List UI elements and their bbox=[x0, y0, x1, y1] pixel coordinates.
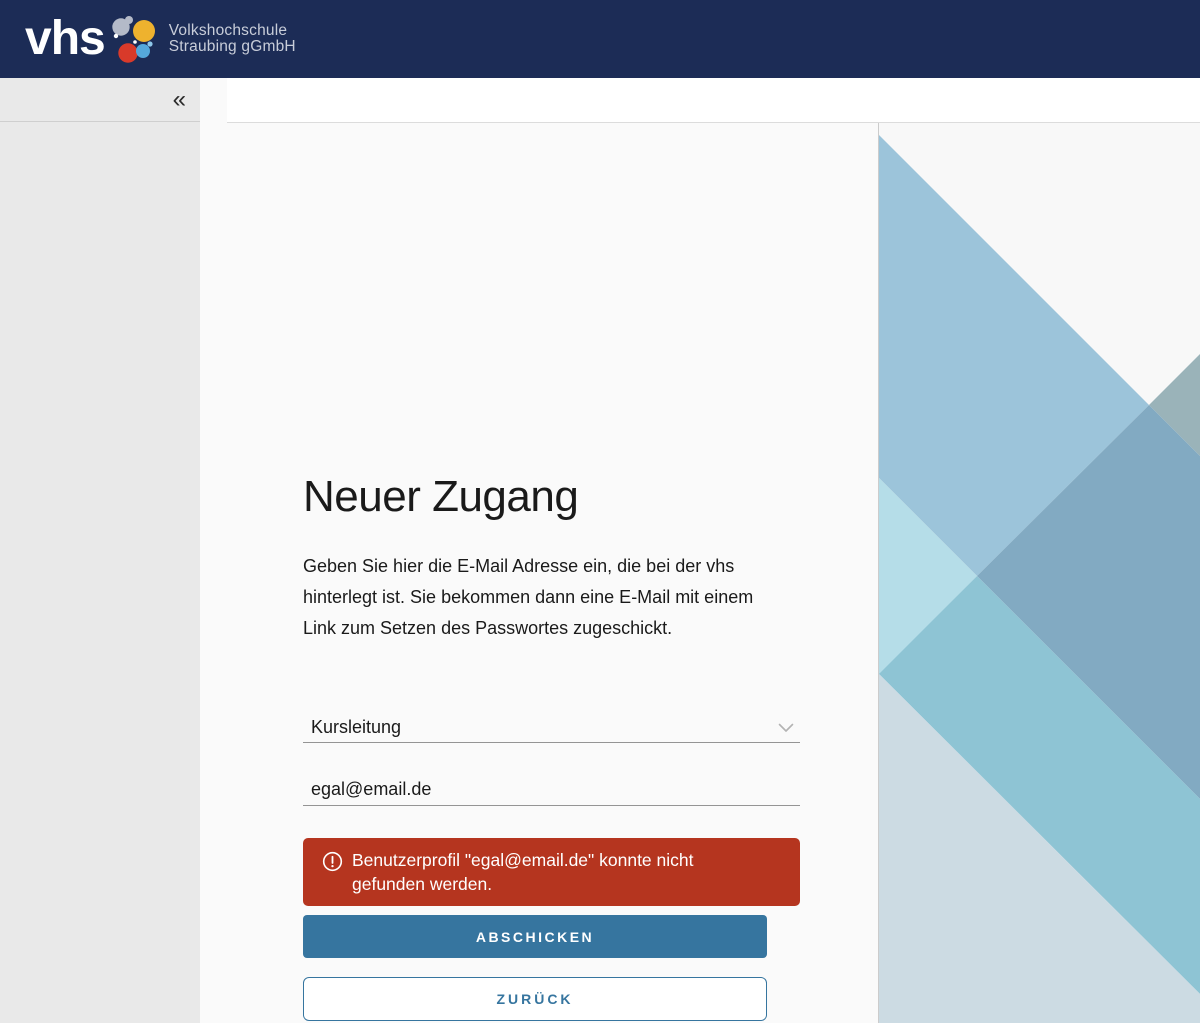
sidebar-header bbox=[0, 78, 200, 122]
description-line: Geben Sie hier die E-Mail Adresse ein, die bei der vhs bbox=[303, 556, 735, 576]
back-button[interactable]: ZURÜCK bbox=[303, 977, 767, 1021]
page-title: Neuer Zugang bbox=[303, 472, 579, 521]
vhs-logo bbox=[25, 0, 296, 78]
role-select[interactable] bbox=[303, 712, 800, 743]
submit-button[interactable]: ABSCHICKEN bbox=[303, 915, 767, 958]
description-line: Link zum Setzen des Passwortes zugeschickt. bbox=[303, 618, 673, 638]
org-name bbox=[169, 23, 296, 56]
email-input[interactable] bbox=[303, 775, 800, 805]
sidebar bbox=[0, 78, 200, 1023]
error-message-line: gefunden werden. bbox=[352, 874, 493, 894]
error-alert-icon bbox=[322, 851, 343, 872]
toolbar-band bbox=[227, 78, 1200, 123]
vhs-logo-dots-icon bbox=[109, 13, 161, 67]
sidebar-collapse-button[interactable]: « bbox=[172, 85, 186, 113]
decorative-pattern bbox=[878, 123, 1200, 1023]
page-description bbox=[303, 551, 753, 644]
error-message-line: Benutzerprofil "egal@email.de" konnte nicht bbox=[352, 850, 694, 870]
description-line: hinterlegt ist. Sie bekommen dann eine E-Mail mit einem bbox=[303, 587, 754, 607]
decorative-triangles bbox=[879, 123, 1200, 1023]
error-banner bbox=[303, 838, 800, 906]
chevron-down-icon bbox=[778, 723, 794, 733]
error-message bbox=[352, 848, 694, 896]
role-select-value: Kursleitung bbox=[311, 717, 402, 737]
app-header bbox=[0, 0, 1200, 78]
org-name-line1: Volkshochschule bbox=[168, 21, 288, 39]
org-name-line2: Straubing gGmbH bbox=[168, 38, 296, 55]
email-field-wrap bbox=[303, 775, 800, 806]
vhs-logo-text: vhs bbox=[25, 12, 105, 65]
